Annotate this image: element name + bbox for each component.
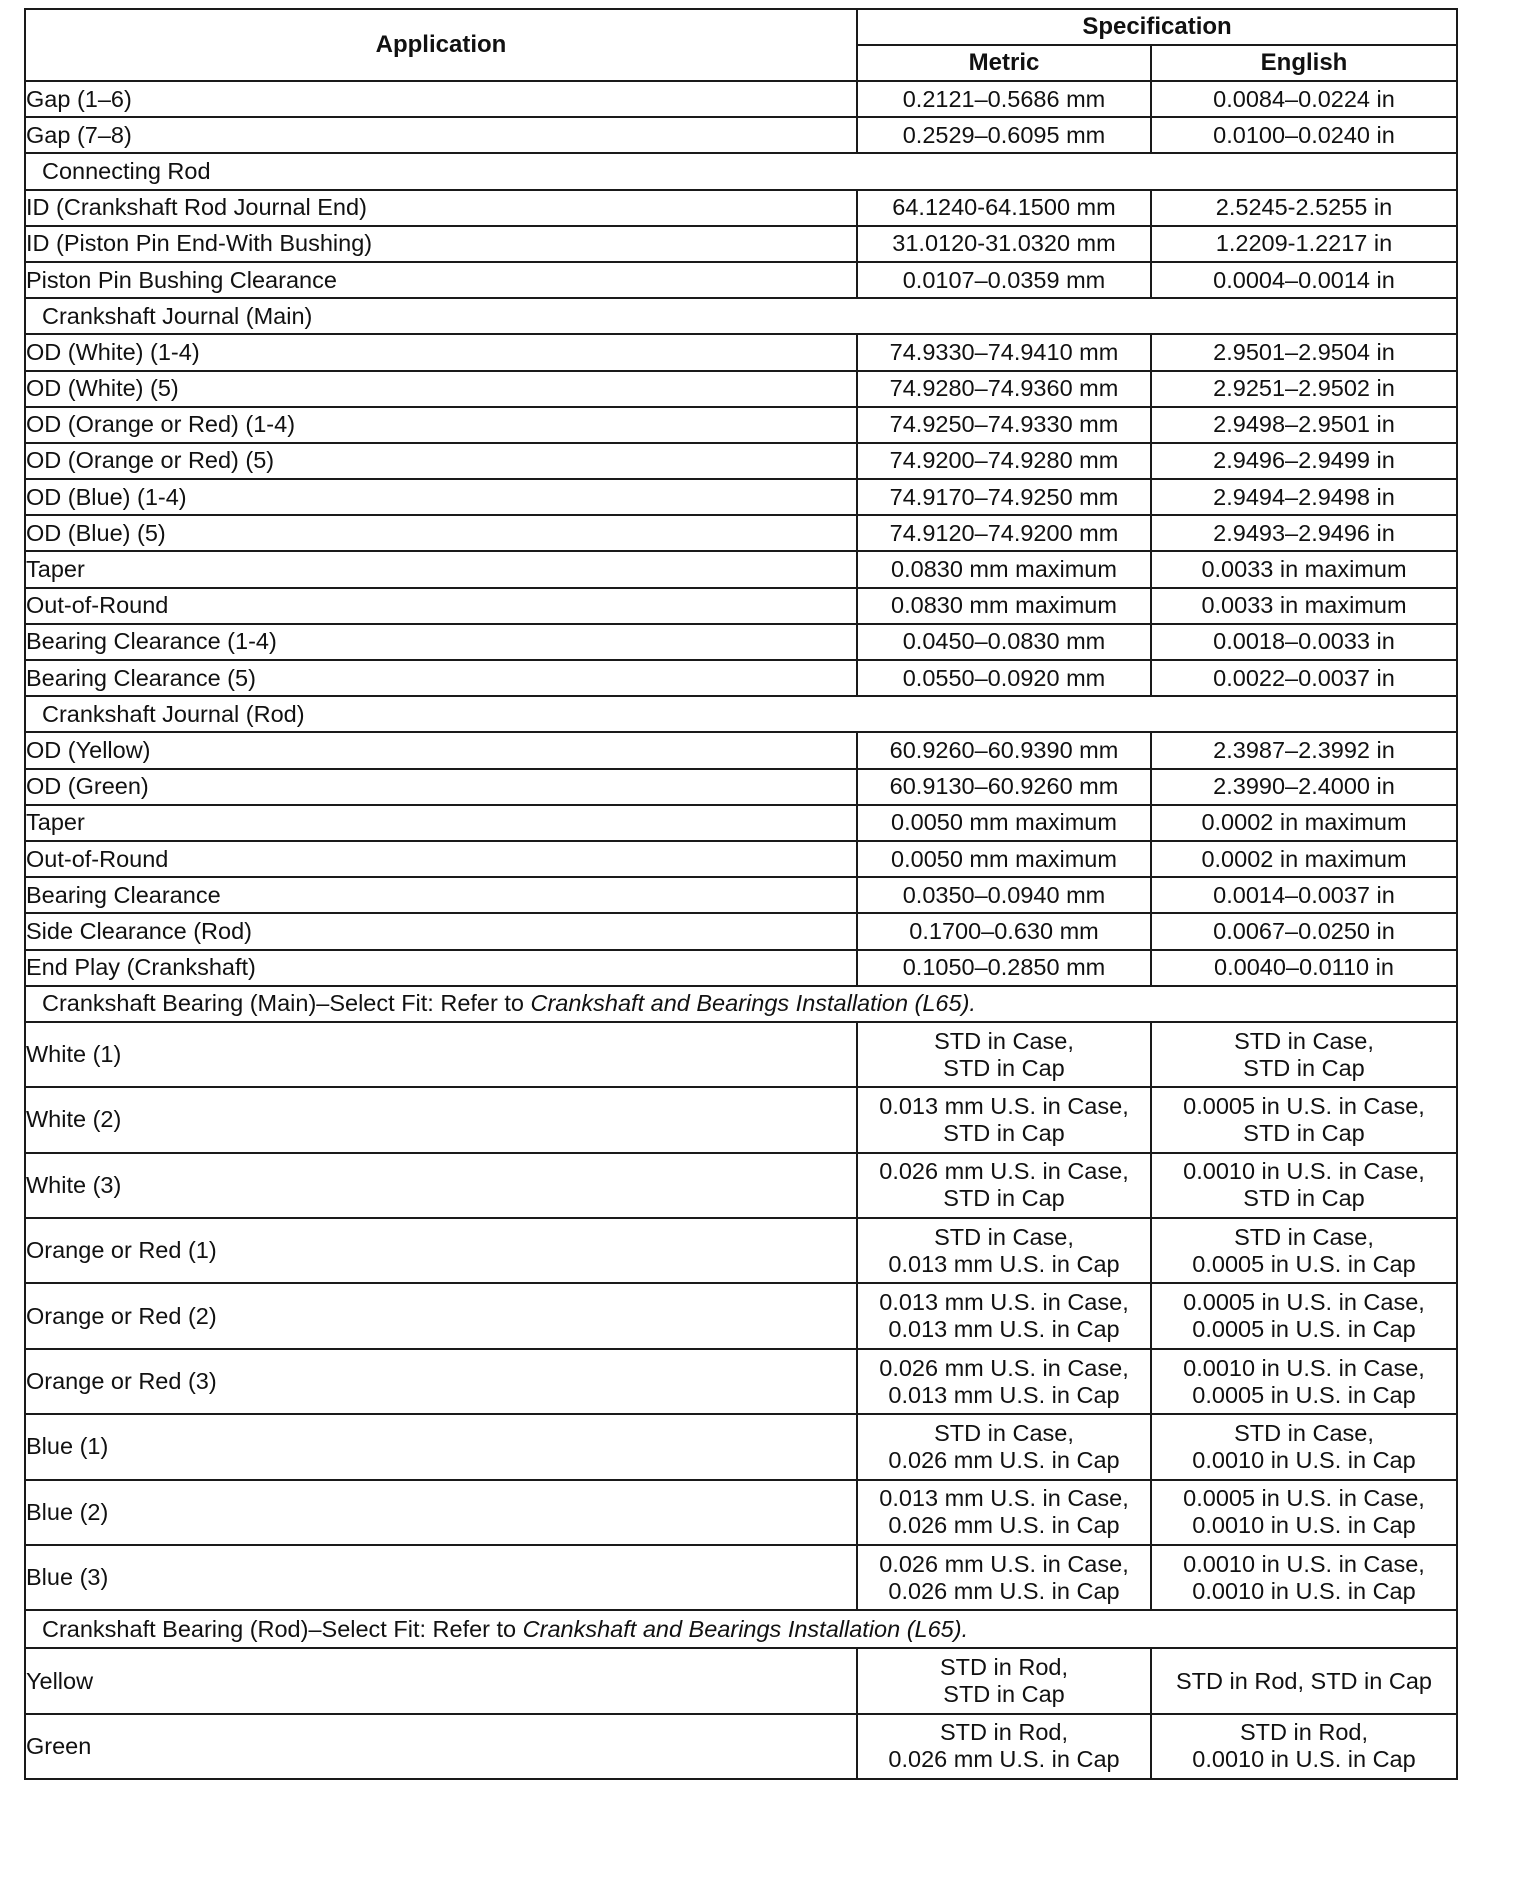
table-row bbox=[25, 588, 1457, 624]
metric-cell: 0.0050 mm maximum bbox=[857, 841, 1151, 877]
application-cell: OD (Orange or Red) (1-4) bbox=[25, 407, 857, 443]
metric-line-1: STD in Case, bbox=[934, 1223, 1074, 1250]
application-cell: White (3) bbox=[25, 1153, 857, 1218]
table-row bbox=[25, 407, 1457, 443]
english-line-2: STD in Cap bbox=[1243, 1185, 1365, 1212]
english-line-1: 0.0010 in U.S. in Case, bbox=[1183, 1158, 1425, 1185]
metric-cell: 0.0350–0.0940 mm bbox=[857, 877, 1151, 913]
metric-line-2: 0.013 mm U.S. in Cap bbox=[888, 1316, 1120, 1343]
table-row bbox=[25, 515, 1457, 551]
application-cell: Piston Pin Bushing Clearance bbox=[25, 262, 857, 298]
english-cell: 0.0022–0.0037 in bbox=[1151, 660, 1457, 696]
table-body bbox=[25, 81, 1457, 1779]
section-row bbox=[25, 986, 1457, 1022]
application-cell: Orange or Red (3) bbox=[25, 1349, 857, 1414]
application-cell: White (2) bbox=[25, 1087, 857, 1152]
header-metric: Metric bbox=[857, 45, 1151, 81]
section-title bbox=[25, 986, 1457, 1022]
application-cell: Gap (7–8) bbox=[25, 117, 857, 153]
english-cell: 2.9493–2.9496 in bbox=[1151, 515, 1457, 551]
english-cell bbox=[1151, 1480, 1457, 1545]
table-row bbox=[25, 226, 1457, 262]
metric-cell: 74.9330–74.9410 mm bbox=[857, 334, 1151, 370]
metric-cell: 0.2529–0.6095 mm bbox=[857, 117, 1151, 153]
metric-line-1: STD in Rod, bbox=[940, 1654, 1068, 1681]
table-row bbox=[25, 1153, 1457, 1218]
metric-cell: 0.1050–0.2850 mm bbox=[857, 950, 1151, 986]
application-cell: OD (Blue) (5) bbox=[25, 515, 857, 551]
section-row bbox=[25, 298, 1457, 334]
english-cell bbox=[1151, 1087, 1457, 1152]
application-cell: Blue (3) bbox=[25, 1545, 857, 1610]
table-row bbox=[25, 1283, 1457, 1348]
english-line-2: 0.0005 in U.S. in Cap bbox=[1192, 1316, 1416, 1343]
table-row bbox=[25, 1414, 1457, 1479]
metric-cell bbox=[857, 1153, 1151, 1218]
english-cell: 2.3987–2.3992 in bbox=[1151, 732, 1457, 768]
english-line-2: STD in Cap bbox=[1243, 1054, 1365, 1081]
metric-line-1: STD in Case, bbox=[934, 1027, 1074, 1054]
english-cell: 0.0018–0.0033 in bbox=[1151, 624, 1457, 660]
metric-line-1: 0.026 mm U.S. in Case, bbox=[879, 1354, 1129, 1381]
english-cell bbox=[1151, 1545, 1457, 1610]
metric-line-2: 0.026 mm U.S. in Cap bbox=[888, 1746, 1120, 1773]
english-line-1: 0.0005 in U.S. in Case, bbox=[1183, 1092, 1425, 1119]
english-line-2: 0.0010 in U.S. in Cap bbox=[1192, 1746, 1416, 1773]
english-line-1: STD in Case, bbox=[1234, 1419, 1374, 1446]
metric-cell bbox=[857, 1714, 1151, 1779]
application-cell: Bearing Clearance (5) bbox=[25, 660, 857, 696]
metric-cell bbox=[857, 1480, 1151, 1545]
english-line-2: 0.0010 in U.S. in Cap bbox=[1192, 1446, 1416, 1473]
metric-line-2: STD in Cap bbox=[943, 1681, 1065, 1708]
table-row bbox=[25, 1087, 1457, 1152]
english-line-1: STD in Case, bbox=[1234, 1223, 1374, 1250]
application-cell: White (1) bbox=[25, 1022, 857, 1087]
english-cell bbox=[1151, 1349, 1457, 1414]
application-cell: OD (White) (5) bbox=[25, 371, 857, 407]
application-cell: OD (Orange or Red) (5) bbox=[25, 443, 857, 479]
metric-cell: 74.9170–74.9250 mm bbox=[857, 479, 1151, 515]
english-cell: 0.0084–0.0224 in bbox=[1151, 81, 1457, 117]
english-line-2: 0.0010 in U.S. in Cap bbox=[1192, 1577, 1416, 1604]
table-row bbox=[25, 334, 1457, 370]
application-cell: Taper bbox=[25, 551, 857, 587]
metric-line-1: 0.013 mm U.S. in Case, bbox=[879, 1092, 1129, 1119]
english-line-1: 0.0010 in U.S. in Case, bbox=[1183, 1354, 1425, 1381]
section-reference: Crankshaft and Bearings Installation (L65). bbox=[530, 990, 976, 1017]
metric-line-2: 0.013 mm U.S. in Cap bbox=[888, 1381, 1120, 1408]
metric-cell bbox=[857, 1022, 1151, 1087]
metric-line-1: 0.026 mm U.S. in Case, bbox=[879, 1158, 1129, 1185]
section-reference: Crankshaft and Bearings Installation (L65). bbox=[522, 1615, 969, 1642]
metric-cell: 60.9130–60.9260 mm bbox=[857, 769, 1151, 805]
table-row bbox=[25, 660, 1457, 696]
application-cell: OD (Blue) (1-4) bbox=[25, 479, 857, 515]
application-cell: Blue (1) bbox=[25, 1414, 857, 1479]
section-title-text: Crankshaft Bearing (Main)–Select Fit: Refer to bbox=[42, 990, 531, 1017]
application-cell: Gap (1–6) bbox=[25, 81, 857, 117]
metric-cell bbox=[857, 1349, 1151, 1414]
table-row bbox=[25, 81, 1457, 117]
specification-table bbox=[24, 8, 1458, 1780]
metric-cell: 0.0107–0.0359 mm bbox=[857, 262, 1151, 298]
english-cell bbox=[1151, 1283, 1457, 1348]
application-cell: Taper bbox=[25, 805, 857, 841]
application-cell: OD (White) (1-4) bbox=[25, 334, 857, 370]
english-line-2: 0.0005 in U.S. in Cap bbox=[1192, 1381, 1416, 1408]
metric-cell: 0.0050 mm maximum bbox=[857, 805, 1151, 841]
table-row bbox=[25, 1545, 1457, 1610]
application-cell: ID (Piston Pin End-With Bushing) bbox=[25, 226, 857, 262]
metric-cell bbox=[857, 1648, 1151, 1713]
metric-cell: 74.9250–74.9330 mm bbox=[857, 407, 1151, 443]
table-row bbox=[25, 1480, 1457, 1545]
metric-cell: 0.0450–0.0830 mm bbox=[857, 624, 1151, 660]
application-cell: ID (Crankshaft Rod Journal End) bbox=[25, 190, 857, 226]
application-cell: Out-of-Round bbox=[25, 588, 857, 624]
english-cell: 0.0033 in maximum bbox=[1151, 551, 1457, 587]
metric-line-2: 0.013 mm U.S. in Cap bbox=[888, 1250, 1120, 1277]
application-cell: Bearing Clearance bbox=[25, 877, 857, 913]
english-line-1: 0.0010 in U.S. in Case, bbox=[1183, 1550, 1425, 1577]
application-cell: End Play (Crankshaft) bbox=[25, 950, 857, 986]
english-cell: 2.9496–2.9499 in bbox=[1151, 443, 1457, 479]
metric-cell bbox=[857, 1545, 1151, 1610]
table-row bbox=[25, 624, 1457, 660]
metric-line-1: STD in Case, bbox=[934, 1419, 1074, 1446]
table-row bbox=[25, 1218, 1457, 1283]
table-row bbox=[25, 1349, 1457, 1414]
english-cell bbox=[1151, 1648, 1457, 1713]
table-row bbox=[25, 262, 1457, 298]
english-line-2: 0.0010 in U.S. in Cap bbox=[1192, 1512, 1416, 1539]
table-row bbox=[25, 551, 1457, 587]
english-line-1: STD in Case, bbox=[1234, 1027, 1374, 1054]
section-row bbox=[25, 696, 1457, 732]
header-specification: Specification bbox=[857, 9, 1457, 45]
metric-cell: 60.9260–60.9390 mm bbox=[857, 732, 1151, 768]
application-cell: OD (Green) bbox=[25, 769, 857, 805]
metric-line-1: 0.013 mm U.S. in Case, bbox=[879, 1485, 1129, 1512]
table-row bbox=[25, 805, 1457, 841]
metric-cell: 0.0550–0.0920 mm bbox=[857, 660, 1151, 696]
section-row bbox=[25, 153, 1457, 189]
english-cell: 0.0067–0.0250 in bbox=[1151, 913, 1457, 949]
english-cell: 2.3990–2.4000 in bbox=[1151, 769, 1457, 805]
metric-line-2: STD in Cap bbox=[943, 1185, 1065, 1212]
application-cell: Green bbox=[25, 1714, 857, 1779]
english-line-1: STD in Rod, STD in Cap bbox=[1176, 1667, 1432, 1694]
header-application: Application bbox=[25, 9, 857, 81]
table-row bbox=[25, 877, 1457, 913]
table-row bbox=[25, 1022, 1457, 1087]
metric-cell bbox=[857, 1283, 1151, 1348]
metric-cell: 0.2121–0.5686 mm bbox=[857, 81, 1151, 117]
english-cell: 0.0002 in maximum bbox=[1151, 805, 1457, 841]
metric-cell bbox=[857, 1218, 1151, 1283]
section-title bbox=[25, 1610, 1457, 1648]
metric-line-2: 0.026 mm U.S. in Cap bbox=[888, 1577, 1120, 1604]
application-cell: Orange or Red (1) bbox=[25, 1218, 857, 1283]
metric-cell: 31.0120-31.0320 mm bbox=[857, 226, 1151, 262]
english-cell: 2.9251–2.9502 in bbox=[1151, 371, 1457, 407]
english-cell: 0.0040–0.0110 in bbox=[1151, 950, 1457, 986]
application-cell: Out-of-Round bbox=[25, 841, 857, 877]
table-row bbox=[25, 1648, 1457, 1713]
english-cell bbox=[1151, 1218, 1457, 1283]
table-row bbox=[25, 769, 1457, 805]
table-row bbox=[25, 841, 1457, 877]
metric-cell bbox=[857, 1414, 1151, 1479]
application-cell: Bearing Clearance (1-4) bbox=[25, 624, 857, 660]
english-cell bbox=[1151, 1714, 1457, 1779]
application-cell: Side Clearance (Rod) bbox=[25, 913, 857, 949]
header-english: English bbox=[1151, 45, 1457, 81]
metric-cell: 74.9120–74.9200 mm bbox=[857, 515, 1151, 551]
metric-cell: 74.9280–74.9360 mm bbox=[857, 371, 1151, 407]
table-row bbox=[25, 371, 1457, 407]
english-cell: 1.2209-1.2217 in bbox=[1151, 226, 1457, 262]
english-line-1: 0.0005 in U.S. in Case, bbox=[1183, 1485, 1425, 1512]
metric-line-2: STD in Cap bbox=[943, 1054, 1065, 1081]
metric-line-2: STD in Cap bbox=[943, 1119, 1065, 1146]
metric-cell: 0.0830 mm maximum bbox=[857, 551, 1151, 587]
section-title: Crankshaft Journal (Rod) bbox=[25, 696, 1457, 732]
metric-cell: 64.1240-64.1500 mm bbox=[857, 190, 1151, 226]
english-cell: 2.9501–2.9504 in bbox=[1151, 334, 1457, 370]
metric-cell: 0.0830 mm maximum bbox=[857, 588, 1151, 624]
english-cell: 0.0033 in maximum bbox=[1151, 588, 1457, 624]
metric-line-2: 0.026 mm U.S. in Cap bbox=[888, 1446, 1120, 1473]
english-line-1: STD in Rod, bbox=[1240, 1719, 1368, 1746]
section-title-text: Crankshaft Bearing (Rod)–Select Fit: Refer to bbox=[42, 1615, 523, 1642]
english-cell: 0.0002 in maximum bbox=[1151, 841, 1457, 877]
section-title: Crankshaft Journal (Main) bbox=[25, 298, 1457, 334]
table-row bbox=[25, 479, 1457, 515]
table-row bbox=[25, 913, 1457, 949]
section-title: Connecting Rod bbox=[25, 153, 1457, 189]
table-row bbox=[25, 443, 1457, 479]
metric-cell: 0.1700–0.630 mm bbox=[857, 913, 1151, 949]
english-line-2: 0.0005 in U.S. in Cap bbox=[1192, 1250, 1416, 1277]
english-cell: 2.5245-2.5255 in bbox=[1151, 190, 1457, 226]
application-cell: OD (Yellow) bbox=[25, 732, 857, 768]
metric-cell bbox=[857, 1087, 1151, 1152]
english-cell: 2.9498–2.9501 in bbox=[1151, 407, 1457, 443]
table-row bbox=[25, 1714, 1457, 1779]
metric-line-1: 0.013 mm U.S. in Case, bbox=[879, 1289, 1129, 1316]
table-row bbox=[25, 117, 1457, 153]
table-row bbox=[25, 732, 1457, 768]
metric-line-1: STD in Rod, bbox=[940, 1719, 1068, 1746]
table-row bbox=[25, 190, 1457, 226]
english-cell bbox=[1151, 1022, 1457, 1087]
metric-line-2: 0.026 mm U.S. in Cap bbox=[888, 1512, 1120, 1539]
english-line-2: STD in Cap bbox=[1243, 1119, 1365, 1146]
metric-cell: 74.9200–74.9280 mm bbox=[857, 443, 1151, 479]
application-cell: Orange or Red (2) bbox=[25, 1283, 857, 1348]
application-cell: Blue (2) bbox=[25, 1480, 857, 1545]
section-row bbox=[25, 1610, 1457, 1648]
english-line-1: 0.0005 in U.S. in Case, bbox=[1183, 1289, 1425, 1316]
english-cell bbox=[1151, 1153, 1457, 1218]
english-cell: 0.0004–0.0014 in bbox=[1151, 262, 1457, 298]
english-cell: 2.9494–2.9498 in bbox=[1151, 479, 1457, 515]
english-cell: 0.0100–0.0240 in bbox=[1151, 117, 1457, 153]
table-row bbox=[25, 950, 1457, 986]
application-cell: Yellow bbox=[25, 1648, 857, 1713]
english-cell bbox=[1151, 1414, 1457, 1479]
metric-line-1: 0.026 mm U.S. in Case, bbox=[879, 1550, 1129, 1577]
english-cell: 0.0014–0.0037 in bbox=[1151, 877, 1457, 913]
